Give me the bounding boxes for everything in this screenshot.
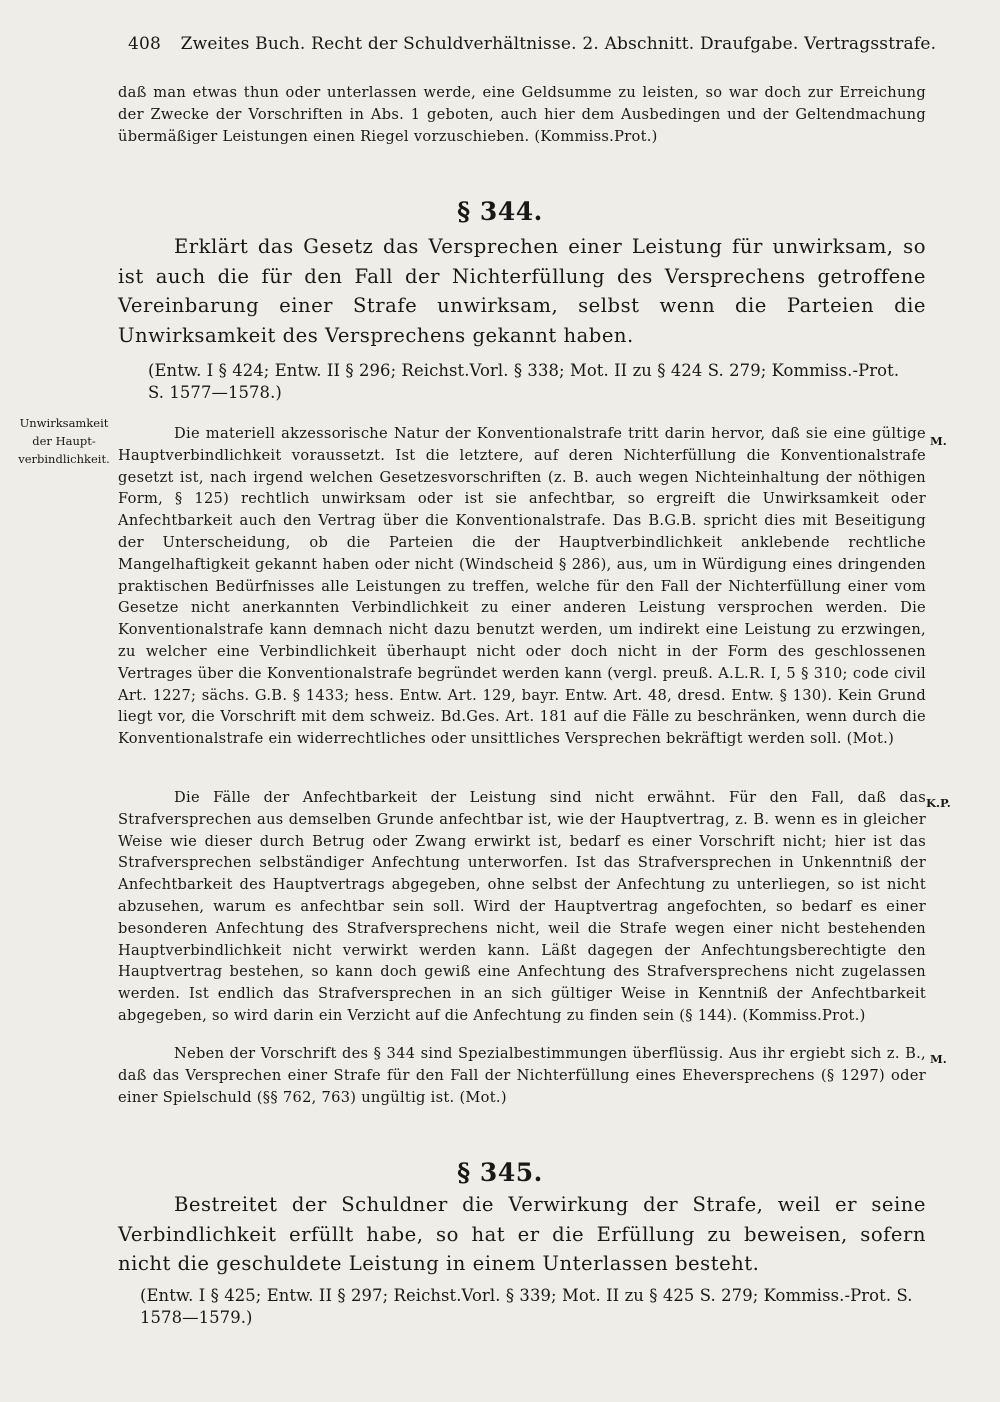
section-344-title: § 344. [457,197,543,226]
commentary-paragraph-1: Die materiell akzessorische Natur der Konventionalstrafe tritt darin hervor, daß sie eine gültige Hauptverbindlichkeit voraussetzt. Ist die letztere, auf deren Nichterfüllung die Konventionalstrafe gesetzt ist, nach irgend welchen Gesetzesvorschriften (z. B. auch wegen Nichteinhaltung der nöthigen Form, § 125) rechtlich unwirksam oder ist sie anfechtbar, so ergreift die Unwirksamkeit oder Anfechtbarkeit auch den Vertrag über die Konventionalstrafe. Das B.G.B. spricht dies mit Beseitigung der Unterscheidung, ob die Parteien die der Hauptverbindlichkeit anklebende rechtliche Mangelhaftigkeit gekannt haben oder nicht (Windscheid § 286), aus, um in Würdigung eines dringenden praktischen Bedürfnisses alle Leistungen zu treffen, welche für den Fall der Nichterfüllung einer vom Gesetze nicht anerkannten Verbindlichkeit zu einer anderen Leistung versprochen werden. Die Konventionalstrafe kann demnach nicht dazu benutzt werden, um indirekt eine Leistung zu erzwingen, zu welcher eine Verbindlichkeit überhaupt nicht oder doch nicht in der Form des geschlossenen Vertrages über die Konventionalstrafe begründet werden kann (vergl. preuß. A.L.R. I, 5 § 310; code civil Art. 1227; sächs. G.B. § 1433; hess. Entw. Art. 129, bayr. Entw. Art. 48, dresd. Entw. § 130). Kein Grund liegt vor, die Vorschrift mit dem schweiz. Bd.Ges. Art. 181 auf die Fälle zu beschränken, wenn durch die Konventionalstrafe ein widerrechtliches oder unsittliches Versprechen bekräftigt werden soll. (Mot.) [118,425,926,748]
running-title: Zweites Buch. Recht der Schuldverhältnisse. 2. Abschnitt. Draufgabe. Vertragsstrafe. [180,34,937,54]
section-345-references: (Entw. I § 425; Entw. II § 297; Reichst.Vorl. § 339; Mot. II zu § 425 S. 279; Kommiss.-Prot. S. 1578—1579.) [140,1286,913,1327]
margin-note: Unwirksamkeit der Haupt-verbindlichkeit. [18,416,110,466]
intro-paragraph: daß man etwas thun oder unterlassen werde, eine Geldsumme zu leisten, so war doch zur Erreichung der Zwecke der Vorschriften in Abs. 1 geboten, auch hier dem Ausbedingen und der Geltendmachung übermäßiger Leistungen einen Riegel vorzuschieben. (Kommiss.Prot.) [118,84,926,145]
commentary-paragraph-3: Neben der Vorschrift des § 344 sind Spezialbestimmungen überflüssig. Aus ihr ergiebt sich z. B., daß das Versprechen einer Strafe für den Fall der Nichterfüllung eines Eheversprechens (§ 1297) oder einer Spielschuld (§§ 762, 763) ungültig ist. (Mot.) [118,1045,926,1106]
source-mark-mot: M. [930,434,947,448]
source-mark-mot: M. [930,1052,947,1066]
running-header [128,34,937,54]
page-number: 408 [128,34,162,54]
section-345-title: § 345. [457,1158,543,1187]
commentary-paragraph-2: Die Fälle der Anfechtbarkeit der Leistung sind nicht erwähnt. Für den Fall, daß das Strafversprechen aus demselben Grunde anfechtbar ist, wie der Hauptvertrag, z. B. wenn es in gleicher Weise wie dieser durch Betrug oder Zwang erwirkt ist, bedarf es einer Vorschrift nicht; hier ist das Strafversprechen selbständiger Anfechtung unterworfen. Ist das Strafversprechen in Unkenntniß der Anfechtbarkeit des Hauptvertrags abgegeben, ohne selbst der Anfechtung zu unterliegen, so ist nicht abzusehen, warum es anfechtbar sein soll. Wird der Hauptvertrag angefochten, so bedarf es einer besonderen Anfechtung des Strafversprechens nicht, weil die Strafe wegen einer nicht bestehenden Hauptverbindlichkeit nicht verwirkt werden kann. Läßt dagegen der Anfechtungsberechtigte den Hauptvertrag bestehen, so kann doch gewiß eine Anfechtung des Strafversprechens nicht zugelassen werden. Ist endlich das Strafversprechen in an sich gültiger Weise in Kenntniß der Anfechtbarkeit abgegeben, so wird darin ein Verzicht auf die Anfechtung zu finden sein (§ 144). (Kommiss.Prot.) [118,789,926,1024]
section-344-references: (Entw. I § 424; Entw. II § 296; Reichst.Vorl. § 338; Mot. II zu § 424 S. 279; Kommiss.-Prot. S. 1577—1578.) [148,361,900,402]
source-mark-kp: K.P. [926,796,951,810]
section-344-law-text: Erklärt das Gesetz das Versprechen einer Leistung für unwirksam, so ist auch die für den Fall der Nichterfüllung des Versprechens getroffene Vereinbarung einer Strafe unwirksam, selbst wenn die Parteien die Unwirksamkeit des Versprechens gekannt haben. [118,235,926,347]
section-345-law-text: Bestreitet der Schuldner die Verwirkung der Strafe, weil er seine Verbindlichkeit erfüllt habe, so hat er die Erfüllung zu beweisen, sofern nicht die geschuldete Leistung in einem Unterlassen besteht. [118,1193,926,1275]
